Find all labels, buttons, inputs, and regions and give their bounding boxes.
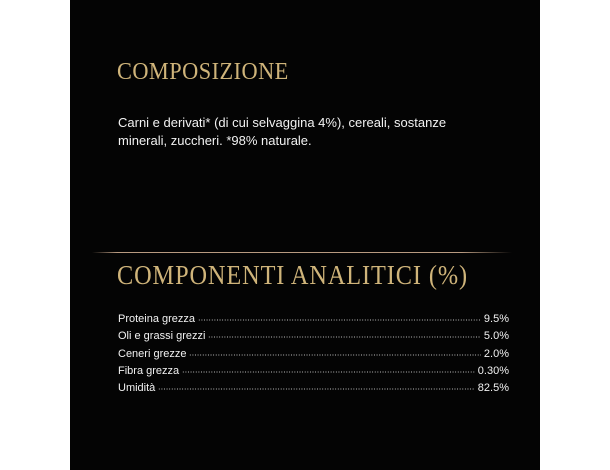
table-row bbox=[118, 346, 509, 363]
row-label: Proteina grezza bbox=[118, 313, 196, 325]
row-label: Fibra grezza bbox=[118, 364, 180, 377]
dot-leader bbox=[189, 347, 480, 357]
dot-leader bbox=[208, 329, 481, 339]
row-value: 82.5% bbox=[477, 382, 509, 395]
dot-leader bbox=[182, 364, 475, 374]
row-value: 5.0% bbox=[483, 330, 509, 343]
dot-leader bbox=[158, 381, 475, 391]
row-value: 0.30% bbox=[477, 364, 509, 377]
row-label: Umidità bbox=[118, 382, 156, 395]
table-row bbox=[118, 380, 509, 397]
product-info-panel bbox=[70, 0, 540, 470]
composition-heading: COMPOSIZIONE bbox=[117, 59, 289, 85]
table-row bbox=[118, 311, 509, 328]
row-value: 9.5% bbox=[483, 313, 509, 325]
analytical-components-table bbox=[118, 311, 509, 397]
row-value: 2.0% bbox=[483, 347, 509, 360]
table-row bbox=[118, 328, 509, 345]
dot-leader bbox=[198, 312, 481, 322]
row-label: Oli e grassi grezzi bbox=[118, 330, 206, 343]
section-divider bbox=[92, 252, 512, 253]
row-label: Ceneri grezze bbox=[118, 347, 187, 360]
table-row bbox=[118, 363, 509, 380]
composition-text: Carni e derivati* (di cui selvaggina 4%), cereali, sostanze minerali, zuccheri. *98% naturale. bbox=[118, 115, 447, 148]
analytical-components-heading: COMPONENTI ANALITICI (%) bbox=[117, 260, 468, 290]
